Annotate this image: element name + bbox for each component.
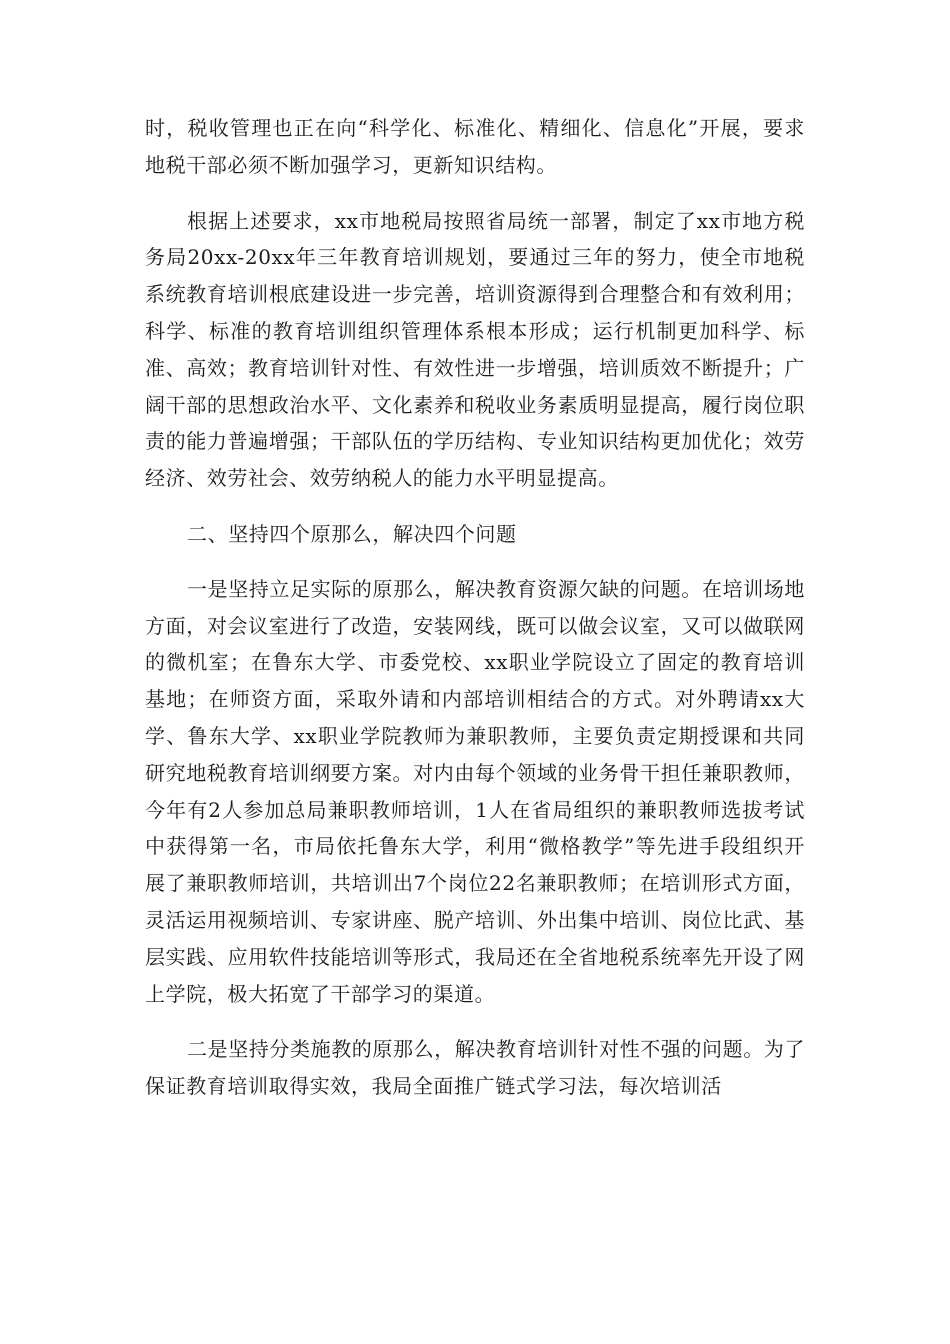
paragraph-training-plan: 根据上述要求，xx市地税局按照省局统一部署，制定了xx市地方税务局20xx-20xx年三年教育培训规划，要通过三年的努力，使全市地税系统教育培训根底建设进一步完善，培训资源得到合理整合和有效利用；科学、标准的教育培训组织管理体系根本形成；运行机制更加科学、标准、高效；教育培训针对性、有效性进一步增强，培训质效不断提升；广阔干部的思想政治水平、文化素养和税收业务素质明显提高，履行岗位职责的能力普遍增强；干部队伍的学历结构、专业知识结构更加优化；效劳经济、效劳社会、效劳纳税人的能力水平明显提高。	[145, 208, 805, 491]
document-body	[145, 110, 805, 1105]
paragraph-principle-two: 二是坚持分类施教的原那么，解决教育培训针对性不强的问题。为了保证教育培训取得实效，我局全面推广链式学习法，每次培训活	[145, 1037, 805, 1099]
paragraph-principle-one: 一是坚持立足实际的原那么，解决教育资源欠缺的问题。在培训场地方面，对会议室进行了改造，安装网线，既可以做会议室，又可以做联网的微机室；在鲁东大学、市委党校、xx职业学院设立了固定的教育培训基地；在师资方面，采取外请和内部培训相结合的方式。对外聘请xx大学、鲁东大学、xx职业学院教师为兼职教师，主要负责定期授课和共同研究地税教育培训纲要方案。对内由每个领域的业务骨干担任兼职教师，今年有2人参加总局兼职教师培训，1人在省局组织的兼职教师选拔考试中获得第一名，市局依托鲁东大学，利用“微格教学”等先进手段组织开展了兼职教师培训，共培训出7个岗位22名兼职教师；在培训形式方面，灵活运用视频培训、专家讲座、脱产培训、外出集中培训、岗位比武、基层实践、应用软件技能培训等形式，我局还在全省地税系统率先开设了网上学院，极大拓宽了干部学习的渠道。	[145, 576, 805, 1006]
paragraph-continuation: 时，税收管理也正在向“科学化、标准化、精细化、信息化”开展，要求地税干部必须不断加强学习，更新知识结构。	[145, 116, 805, 177]
section-heading-four-principles: 二、坚持四个原那么，解决四个问题	[187, 521, 517, 546]
